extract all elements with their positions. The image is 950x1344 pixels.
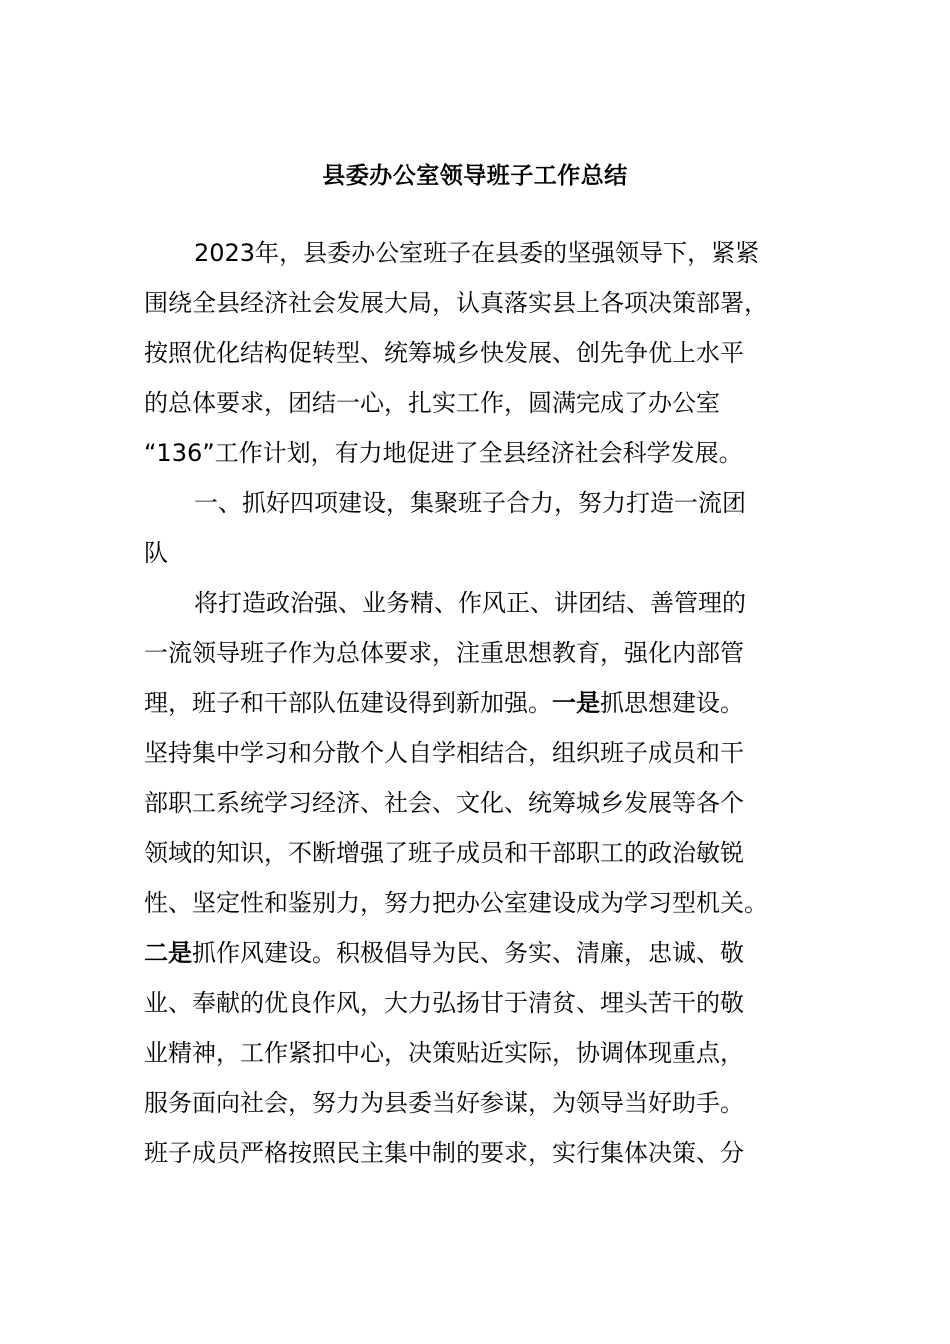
text-segment: 理，班子和干部队伍建设得到新加强。 (144, 689, 552, 717)
text-line: 服务面向社会，努力为县委当好参谋，为领导当好助手。 (144, 1089, 744, 1117)
text-line: “136”工作计划，有力地促进了全县经济社会科学发展。 (144, 439, 743, 467)
text-line: 2023年，县委办公室班子在县委的坚强领导下，紧紧 (194, 239, 760, 267)
document-title: 县委办公室领导班子工作总结 (322, 163, 628, 189)
emphasis-two: 二是 (144, 939, 192, 967)
text-line-with-emphasis (144, 928, 806, 978)
text-line: 按照优化结构促转型、统筹城乡快发展、创先争优上水平 (144, 339, 744, 367)
text-segment: 抓思想建设。 (600, 689, 744, 717)
text-line: 部职工系统学习经济、社会、文化、统筹城乡发展等各个 (144, 789, 744, 817)
text-segment: 抓作风建设。积极倡导为民、务实、清廉，忠诚、敬 (192, 939, 744, 967)
text-line: 一流领导班子作为总体要求，注重思想教育，强化内部管 (144, 639, 744, 667)
text-line: 坚持集中学习和分散个人自学相结合，组织班子成员和干 (144, 739, 744, 767)
section-heading-line: 一、抓好四项建设，集聚班子合力，努力打造一流团 (194, 489, 746, 517)
text-line: 将打造政治强、业务精、作风正、讲团结、善管理的 (194, 589, 746, 617)
text-line: 领域的知识，不断增强了班子成员和干部职工的政治敏锐 (144, 839, 744, 867)
emphasis-one: 一是 (552, 689, 600, 717)
text-line-with-emphasis (144, 678, 806, 728)
text-line: 班子成员严格按照民主集中制的要求，实行集体决策、分 (144, 1139, 744, 1167)
document-body (144, 228, 806, 1178)
text-line: 业、奉献的优良作风，大力弘扬甘于清贫、埋头苦干的敬 (144, 989, 744, 1017)
text-line: 性、坚定性和鉴别力，努力把办公室建设成为学习型机关。 (144, 889, 768, 917)
text-line: 围绕全县经济社会发展大局，认真落实县上各项决策部署， (144, 289, 768, 317)
text-line: 的总体要求，团结一心，扎实工作，圆满完成了办公室 (144, 389, 720, 417)
section-heading-line: 队 (144, 539, 168, 567)
text-line: 业精神，工作紧扣中心，决策贴近实际，协调体现重点， (144, 1039, 744, 1067)
